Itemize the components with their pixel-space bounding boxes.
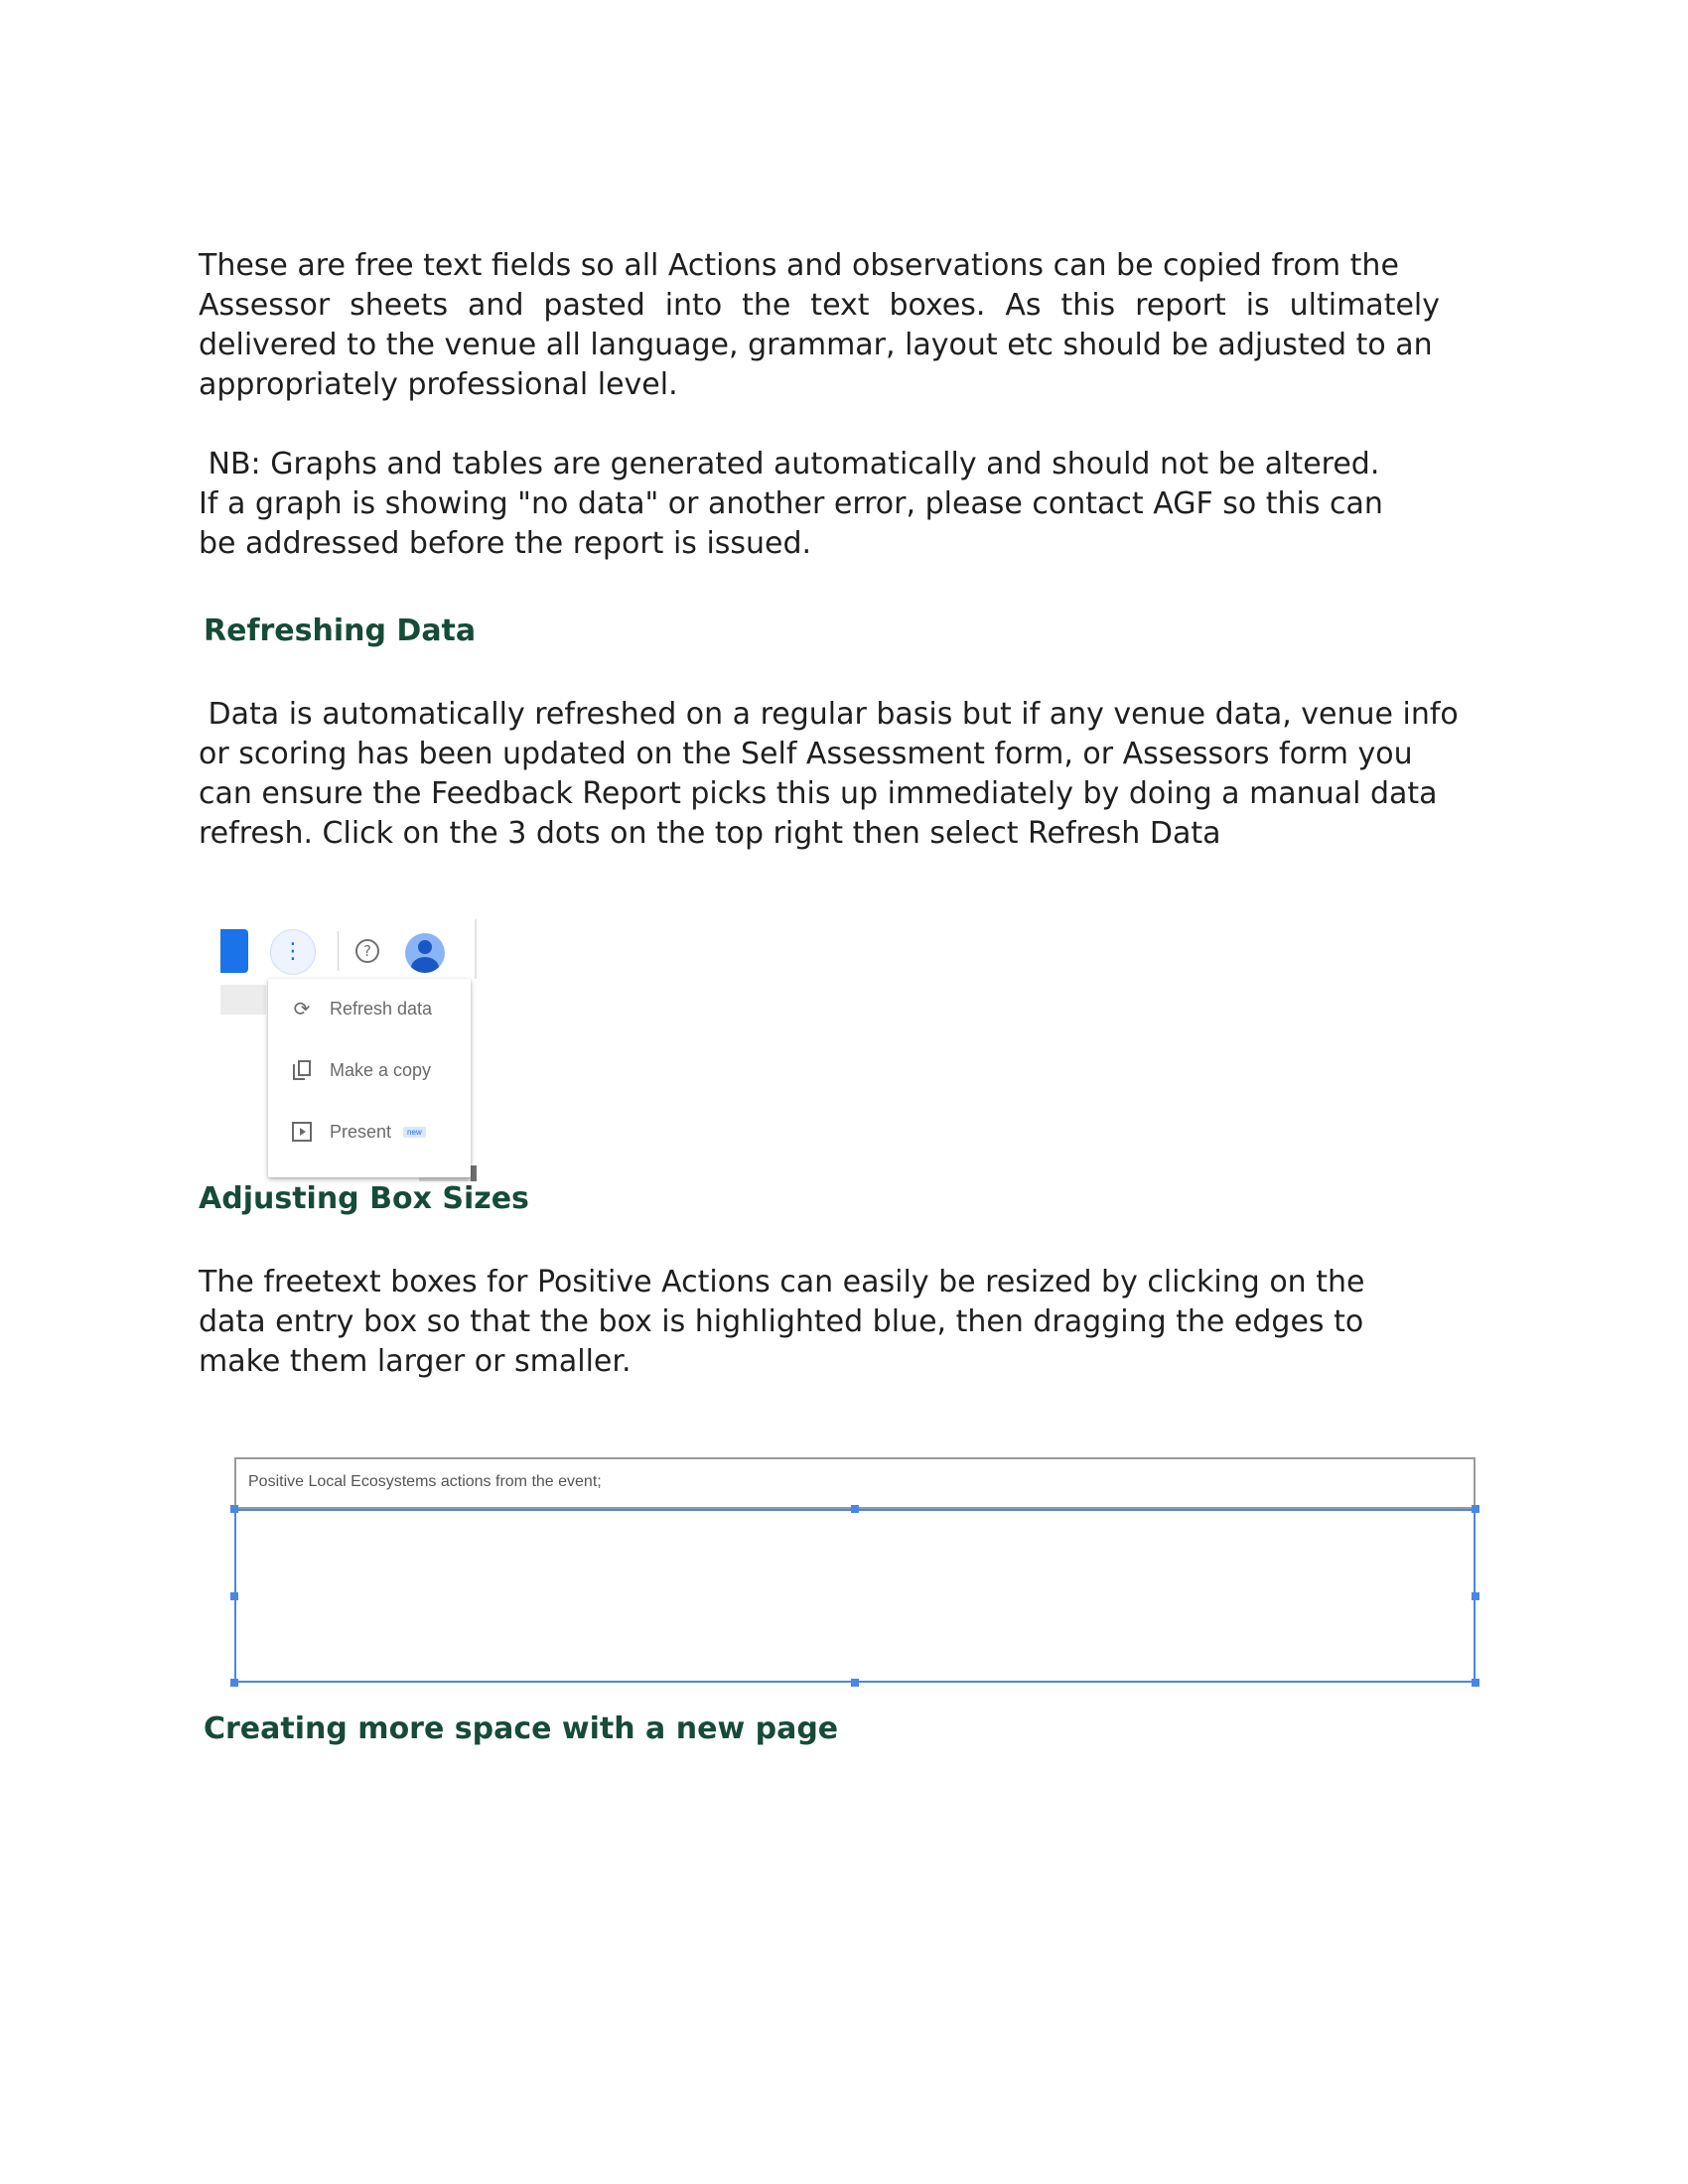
resize-handle-top-right[interactable] [1472, 1505, 1479, 1513]
copy-icon [290, 1058, 314, 1082]
resize-handle-middle-right[interactable] [1472, 1592, 1479, 1600]
resize-handle-bottom-middle[interactable] [851, 1679, 859, 1687]
text-box-header [234, 1457, 1476, 1509]
nb-paragraph [199, 445, 1479, 564]
more-vert-icon: ⋮ [282, 939, 304, 964]
resize-handle-top-middle[interactable] [851, 1505, 859, 1513]
refresh-icon: ⟳ [293, 997, 311, 1021]
more-options-button[interactable] [270, 929, 316, 975]
heading-adjusting-box-sizes: Adjusting Box Sizes [199, 1181, 529, 1216]
menu-item-make-a-copy[interactable] [268, 1050, 471, 1090]
box-resize-screenshot [234, 1457, 1477, 1696]
refresh-line-1: Data is automatically refreshed on a regular basis but if any venue data, venue info [199, 697, 1459, 732]
help-icon[interactable]: ? [355, 939, 379, 963]
text-box-header-label: Positive Local Ecosystems actions from the event; [248, 1473, 602, 1490]
nb-line-3: be addressed before the report is issued. [199, 526, 812, 561]
box-line-1: The freetext boxes for Positive Actions can easily be resized by clicking on the [199, 1265, 1365, 1299]
intro-line-2: Assessor sheets and pasted into the text boxes. As this report is ultimately [199, 288, 1440, 323]
menu-item-label: Present [330, 1121, 392, 1142]
avatar-head [418, 940, 432, 954]
resize-handle-bottom-left[interactable] [230, 1679, 238, 1687]
intro-line-1: These are free text fields so all Actions and observations can be copied from the [199, 248, 1399, 283]
toolbar-separator [338, 931, 339, 971]
nb-line-1: NB: Graphs and tables are generated automatically and should not be altered. [199, 447, 1380, 481]
edit-button[interactable] [220, 929, 248, 973]
box-line-2: data entry box so that the box is highlighted blue, then dragging the edges to [199, 1304, 1364, 1339]
box-line-3: make them larger or smaller. [199, 1344, 632, 1379]
heading-creating-more-space: Creating more space with a new page [204, 1711, 839, 1746]
data-entry-box[interactable] [234, 1509, 1476, 1683]
resize-handle-top-left[interactable] [230, 1505, 238, 1513]
resize-handle-bottom-right[interactable] [1472, 1679, 1479, 1687]
refresh-paragraph [199, 695, 1479, 854]
menu-item-refresh-data[interactable] [268, 989, 471, 1028]
menu-item-present[interactable] [268, 1112, 471, 1152]
refresh-line-4: refresh. Click on the 3 dots on the top right then select Refresh Data [199, 816, 1221, 851]
menu-screenshot [220, 913, 477, 1181]
more-options-menu [268, 979, 471, 1177]
toolbar-grey-bar [220, 985, 266, 1015]
refresh-line-3: can ensure the Feedback Report picks this up immediately by doing a manual data [199, 776, 1438, 811]
menu-item-label: Make a copy [330, 1059, 432, 1080]
new-badge: new [403, 1127, 426, 1138]
menu-item-label: Refresh data [330, 998, 433, 1019]
nb-line-2: If a graph is showing "no data" or another error, please contact AGF so this can [199, 486, 1383, 521]
present-icon [290, 1120, 314, 1144]
avatar-body [411, 957, 439, 973]
intro-line-3: delivered to the venue all language, grammar, layout etc should be adjusted to an [199, 328, 1433, 362]
box-paragraph [199, 1263, 1479, 1382]
refresh-line-2: or scoring has been updated on the Self Assessment form, or Assessors form you [199, 737, 1413, 771]
toolbar-edge [475, 919, 477, 979]
intro-paragraph [199, 246, 1479, 405]
avatar[interactable] [405, 933, 445, 973]
resize-handle-middle-left[interactable] [230, 1592, 238, 1600]
heading-refreshing-data: Refreshing Data [204, 614, 477, 648]
intro-line-4: appropriately professional level. [199, 367, 678, 402]
